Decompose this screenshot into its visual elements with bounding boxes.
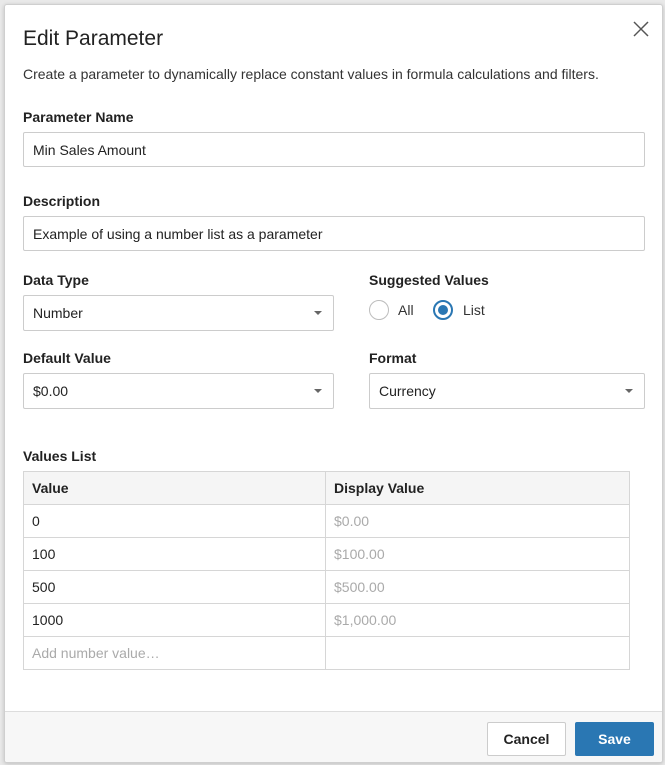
data-type-select[interactable] — [23, 295, 334, 331]
values-list-table — [23, 471, 630, 670]
display-value-cell[interactable]: $1,000.00 — [326, 604, 630, 637]
value-cell[interactable]: 0 — [24, 505, 326, 538]
data-type-value: Number — [33, 305, 83, 321]
dialog-title: Edit Parameter — [23, 27, 164, 50]
parameter-name-input[interactable] — [23, 132, 645, 167]
display-value-cell[interactable]: $500.00 — [326, 571, 630, 604]
radio-list-label: List — [463, 302, 485, 318]
display-value-cell[interactable]: $100.00 — [326, 538, 630, 571]
add-number-value-input[interactable]: Add number value… — [24, 637, 326, 670]
chevron-down-icon — [625, 389, 633, 393]
value-cell[interactable]: 500 — [24, 571, 326, 604]
edit-parameter-dialog — [4, 4, 663, 763]
display-value-column-header: Display Value — [326, 472, 630, 505]
dialog-subtitle: Create a parameter to dynamically replace constant values in formula calculations and filters. — [23, 66, 599, 82]
add-value-row — [24, 637, 630, 670]
default-value-select[interactable] — [23, 373, 334, 409]
parameter-name-label: Parameter Name — [23, 109, 134, 125]
suggested-values-label: Suggested Values — [369, 272, 489, 288]
radio-all-label: All — [398, 302, 414, 318]
display-value-cell[interactable]: $0.00 — [326, 505, 630, 538]
radio-list[interactable] — [433, 300, 453, 320]
description-input[interactable] — [23, 216, 645, 251]
table-row — [24, 571, 630, 604]
format-label: Format — [369, 350, 417, 366]
chevron-down-icon — [314, 311, 322, 315]
data-type-label: Data Type — [23, 272, 89, 288]
table-row — [24, 505, 630, 538]
default-value-value: $0.00 — [33, 383, 69, 399]
close-icon — [629, 17, 653, 41]
value-column-header: Value — [24, 472, 326, 505]
table-header-row — [24, 472, 630, 505]
close-button[interactable] — [629, 17, 653, 41]
add-display-value-cell[interactable] — [326, 637, 630, 670]
description-label: Description — [23, 193, 101, 209]
default-value-label: Default Value — [23, 350, 111, 366]
format-value: Currency — [379, 383, 436, 399]
save-button[interactable]: Save — [575, 722, 654, 756]
chevron-down-icon — [314, 389, 322, 393]
format-select[interactable] — [369, 373, 645, 409]
dialog-footer — [5, 711, 662, 763]
table-row — [24, 604, 630, 637]
value-cell[interactable]: 100 — [24, 538, 326, 571]
value-cell[interactable]: 1000 — [24, 604, 326, 637]
radio-all[interactable] — [369, 300, 389, 320]
cancel-button[interactable]: Cancel — [487, 722, 566, 756]
table-row — [24, 538, 630, 571]
values-list-label: Values List — [23, 448, 97, 464]
